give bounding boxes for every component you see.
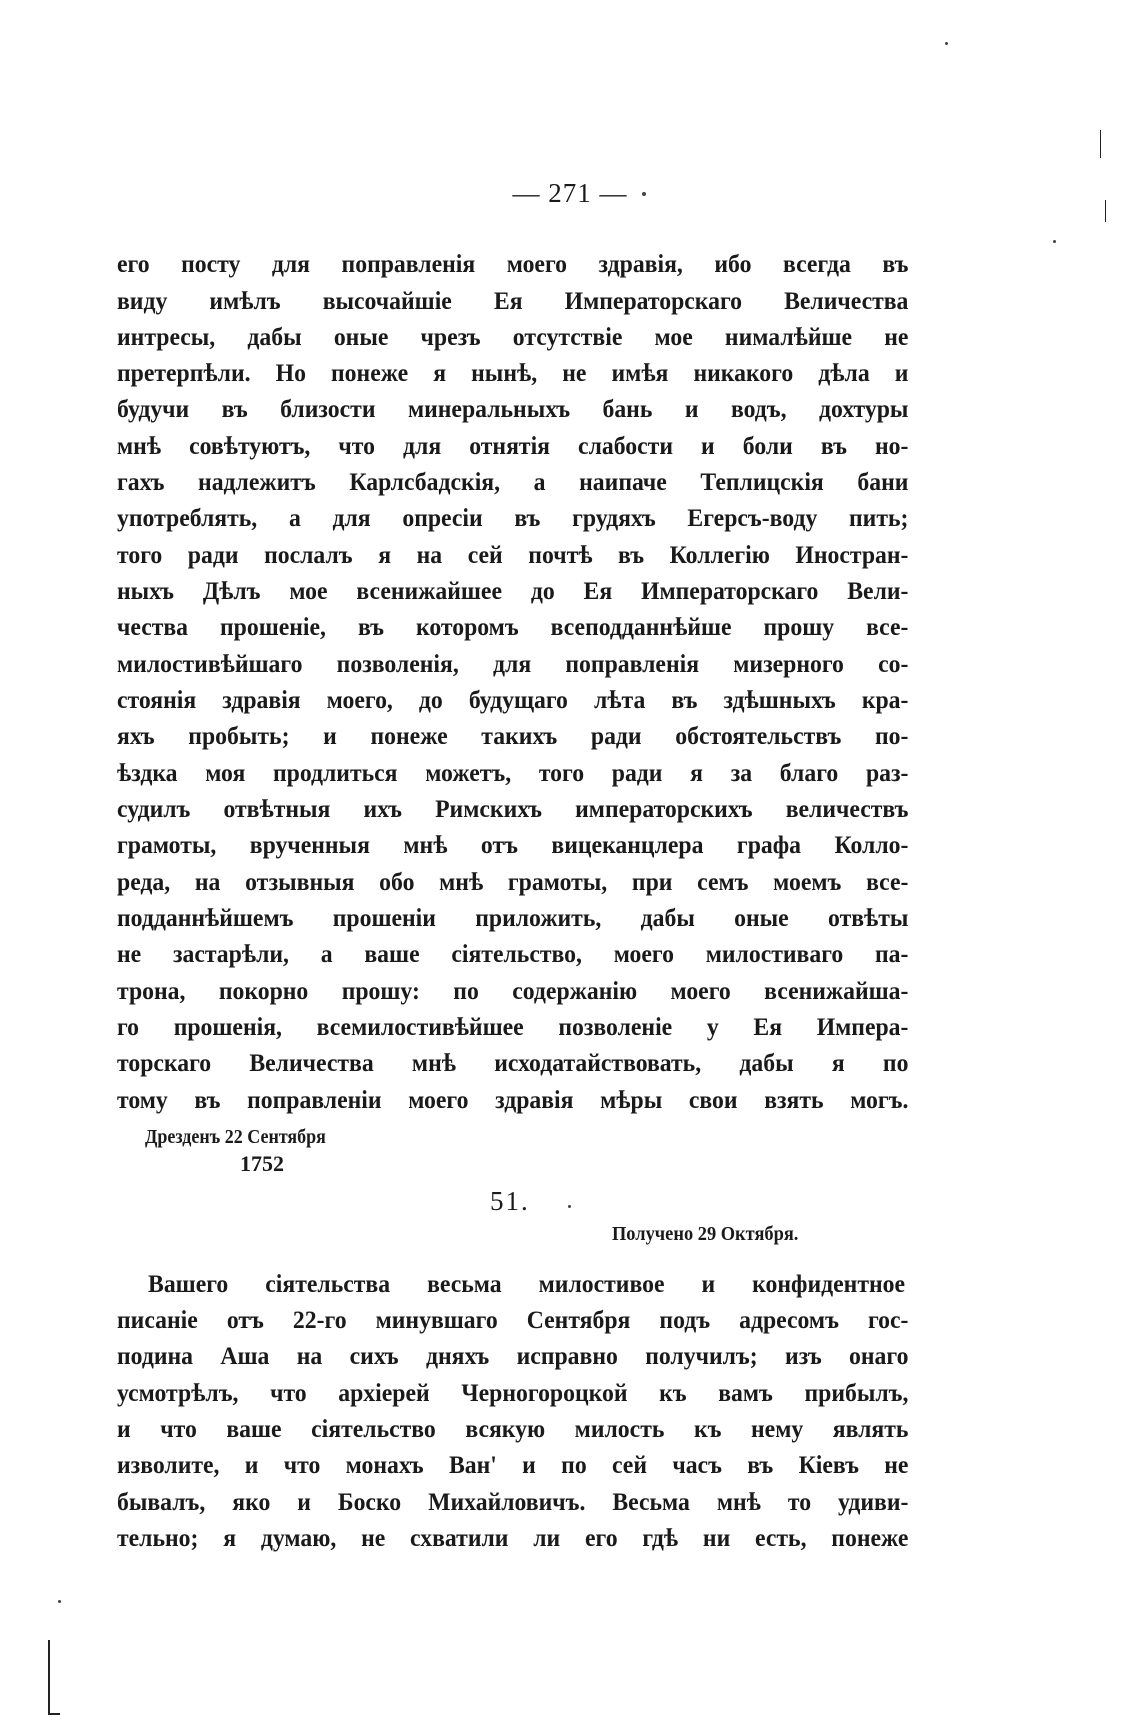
signature-place-date: Дрезденъ 22 Сентября xyxy=(145,1126,326,1148)
scan-edge-mark xyxy=(1105,200,1106,222)
text-line: гахъ надлежитъ Карлсбадскія, а наипаче Теплицскія бани xyxy=(117,467,909,496)
text-line: ныхъ Дѣлъ мое всенижайшее до Ея Императорскаго Вели- xyxy=(117,576,909,605)
scan-speck xyxy=(1053,240,1056,243)
text-line: Вашего сіятельства весьма милостивое и конфидентное xyxy=(148,1269,906,1298)
text-line: того ради послалъ я на сей почтѣ въ Коллегію Иностран- xyxy=(117,540,909,569)
text-line: усмотрѣлъ, что архіерей Черногороцкой къ вамъ прибылъ, xyxy=(117,1378,909,1407)
text-line: тельно; я думаю, не схватили ли его гдѣ ни есть, понеже xyxy=(117,1523,909,1552)
text-line: мнѣ совѣтуютъ, что для отнятія слабости и боли въ но- xyxy=(117,431,909,460)
text-line: чества прошеніе, въ которомъ всеподданнѣйше прошу все- xyxy=(117,612,909,641)
scan-speck xyxy=(568,1205,571,1208)
text-line: подданнѣйшемъ прошеніи приложить, дабы оные отвѣты xyxy=(117,903,909,932)
text-line: бывалъ, яко и Боско Михайловичъ. Весьма мнѣ то удиви- xyxy=(117,1487,909,1516)
text-line: и что ваше сіятельство всякую милость къ нему являть xyxy=(117,1414,909,1443)
text-line: виду имѣлъ высочайшіе Ея Императорскаго Величества xyxy=(117,286,909,315)
text-line: милостивѣйшаго позволенія, для поправленія мизерного со- xyxy=(117,649,909,678)
text-line: употреблять, а для опресіи въ грудяхъ Егерсъ-воду пить; xyxy=(117,503,909,532)
scan-edge-mark xyxy=(48,1713,60,1715)
text-line: интресы, дабы оные чрезъ отсутствіе мое нималѣйше не xyxy=(117,322,909,351)
text-line: ѣздка моя продлиться можетъ, того ради я за благо раз- xyxy=(117,758,909,787)
text-line: яхъ пробыть; и понеже такихъ ради обстоятельствъ по- xyxy=(117,721,909,750)
text-line: подина Аша на сихъ дняхъ исправно получилъ; изъ онаго xyxy=(117,1341,909,1370)
text-line: будучи въ близости минеральныхъ бань и водъ, дохтуры xyxy=(117,394,909,423)
text-line: реда, на отзывныя обо мнѣ грамоты, при семъ моемъ все- xyxy=(117,867,909,896)
text-line: трона, покорно прошу: по содержанію моего всенижайша- xyxy=(117,976,909,1005)
scan-speck xyxy=(642,192,646,196)
scan-speck xyxy=(58,1600,61,1603)
text-line: писаніе отъ 22-го минувшаго Сентября подъ адресомъ гос- xyxy=(117,1305,909,1334)
text-line: его посту для поправленія моего здравія, ибо всегда въ xyxy=(117,249,909,278)
letter-number: 51. xyxy=(490,1186,530,1216)
text-line: грамоты, врученныя мнѣ отъ вицеканцлера графа Колло- xyxy=(117,830,909,859)
text-line: тому въ поправленіи моего здравія мѣры свои взять могъ. xyxy=(117,1085,909,1114)
text-line: торскаго Величества мнѣ исходатайствовать, дабы я по xyxy=(117,1048,909,1077)
received-date: Получено 29 Октября. xyxy=(612,1223,799,1245)
text-line: изволите, и что монахъ Ван' и по сей часъ въ Кіевъ не xyxy=(117,1450,909,1479)
scan-edge-mark xyxy=(48,1640,50,1715)
text-line: претерпѣли. Но понеже я нынѣ, не имѣя никакого дѣла и xyxy=(117,358,909,387)
page-number: — 271 — xyxy=(512,178,628,208)
scan-speck xyxy=(945,42,948,45)
signature-year: 1752 xyxy=(240,1151,284,1176)
scan-edge-mark xyxy=(1100,130,1101,158)
text-line: судилъ отвѣтныя ихъ Римскихъ императорскихъ величествъ xyxy=(117,794,909,823)
text-line: го прошенія, всемилостивѣйшее позволеніе у Ея Импера- xyxy=(117,1012,909,1041)
text-line: не застарѣли, а ваше сіятельство, моего милостиваго па- xyxy=(117,939,909,968)
text-line: стоянія здравія моего, до будущаго лѣта въ здѣшныхъ кра- xyxy=(117,685,909,714)
